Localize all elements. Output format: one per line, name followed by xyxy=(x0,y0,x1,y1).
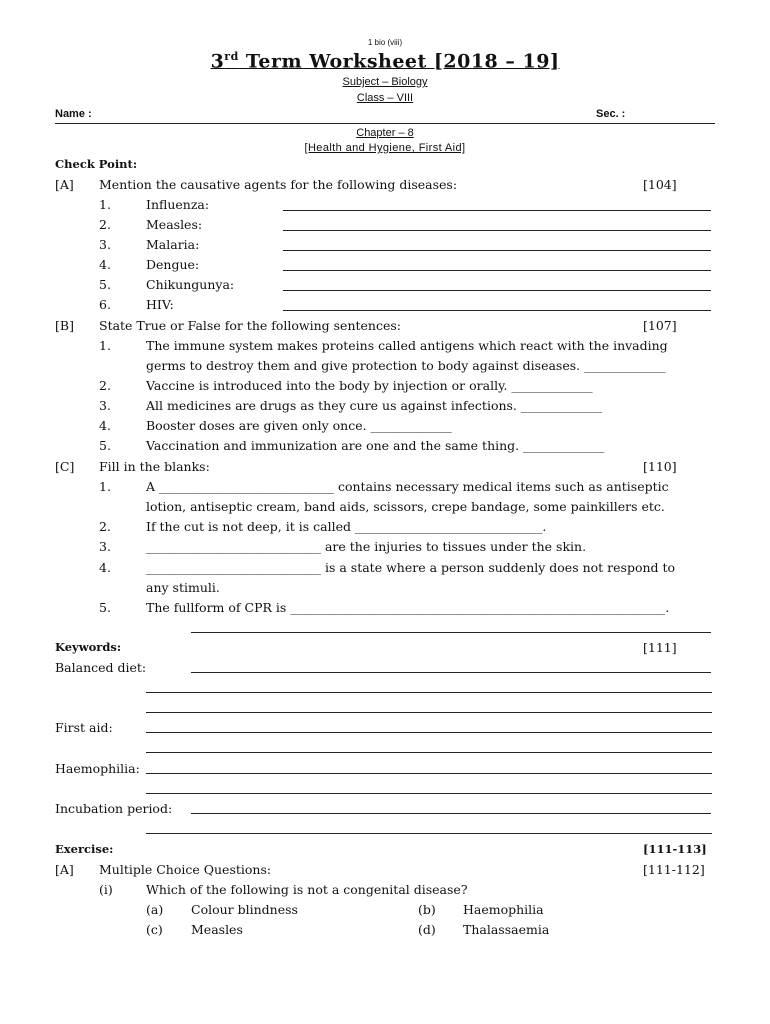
answer-line xyxy=(283,270,711,271)
statement-text: Vaccine is introduced into the body by injection or orally. _____________ xyxy=(146,378,593,393)
page-code: 1 bio (viii) xyxy=(367,38,403,47)
mcq-question: Which of the following is not a congenital disease? xyxy=(146,882,468,897)
disease-number: 2. xyxy=(99,217,111,232)
section-b-question: State True or False for the following sentences: xyxy=(99,318,402,333)
disease-number: 6. xyxy=(99,297,111,312)
answer-line xyxy=(146,732,712,733)
statement-text: Booster doses are given only once. _____________ xyxy=(146,418,452,433)
blank-text: ____________________________ are the injuries to tissues under the skin. xyxy=(146,539,587,554)
disease-number: 5. xyxy=(99,277,111,292)
blank-text: ____________________________ is a state where a person suddenly does not respond to xyxy=(146,560,676,575)
disease-name: Dengue: xyxy=(146,257,200,272)
statement-text-cont: germs to destroy them and give protection to body against diseases. _____________ xyxy=(146,358,666,373)
answer-line xyxy=(191,672,711,673)
blank-text: A ____________________________ contains necessary medical items such as antiseptic xyxy=(146,479,669,494)
answer-line xyxy=(146,773,712,774)
section-b-page: [107] xyxy=(643,318,677,333)
exercise-a-page: [111-112] xyxy=(643,862,705,877)
chapter-number: Chapter – 8 xyxy=(356,127,414,139)
blank-number: 5. xyxy=(99,600,111,615)
statement-text: All medicines are drugs as they cure us against infections. _____________ xyxy=(146,398,603,413)
statement-number: 3. xyxy=(99,398,111,413)
title-superscript: rd xyxy=(224,50,239,63)
option-value: Colour blindness xyxy=(191,902,298,917)
exercise-a-tag: [A] xyxy=(55,862,74,877)
option-value: Haemophilia xyxy=(463,902,544,917)
blank-number: 1. xyxy=(99,479,111,494)
chapter-title: [Health and Hygiene, First Aid] xyxy=(304,142,466,154)
statement-number: 1. xyxy=(99,338,111,353)
answer-line xyxy=(283,230,711,231)
answer-line xyxy=(146,692,712,693)
keyword-term: Haemophilia: xyxy=(55,761,140,776)
answer-line xyxy=(191,813,711,814)
subject-label: Subject – Biology xyxy=(342,76,428,88)
disease-name: Malaria: xyxy=(146,237,200,252)
section-c-tag: [C] xyxy=(55,459,75,474)
answer-line xyxy=(146,793,712,794)
blank-number: 4. xyxy=(99,560,111,575)
option-key: (d) xyxy=(418,922,436,937)
keyword-term: Incubation period: xyxy=(55,801,173,816)
section-c-question: Fill in the blanks: xyxy=(99,459,210,474)
disease-name: HIV: xyxy=(146,297,174,312)
answer-line xyxy=(191,632,711,633)
keyword-term: First aid: xyxy=(55,720,113,735)
disease-number: 3. xyxy=(99,237,111,252)
section-a-question: Mention the causative agents for the following diseases: xyxy=(99,177,458,192)
statement-number: 2. xyxy=(99,378,111,393)
section-label: Sec. : xyxy=(596,108,626,120)
section-b-tag: [B] xyxy=(55,318,74,333)
blank-text-cont: any stimuli. xyxy=(146,580,220,595)
statement-number: 4. xyxy=(99,418,111,433)
blank-number: 3. xyxy=(99,539,111,554)
answer-line xyxy=(283,210,711,211)
section-a-page: [104] xyxy=(643,177,677,192)
checkpoint-heading: Check Point: xyxy=(55,157,138,171)
blank-text-cont: lotion, antiseptic cream, band aids, scissors, crepe bandage, some painkillers etc. xyxy=(146,499,665,514)
blank-text: The fullform of CPR is ____________________________________________________________. xyxy=(146,600,670,615)
answer-line xyxy=(146,752,712,753)
statement-text: The immune system makes proteins called antigens which react with the invading xyxy=(146,338,668,353)
name-label: Name : xyxy=(55,108,92,120)
exercise-a-question: Multiple Choice Questions: xyxy=(99,862,272,877)
answer-line xyxy=(146,833,712,834)
section-a-tag: [A] xyxy=(55,177,74,192)
header-divider xyxy=(55,123,715,124)
exercise-heading: Exercise: xyxy=(55,842,114,856)
option-value: Thalassaemia xyxy=(463,922,550,937)
blank-text: If the cut is not deep, it is called ______________________________. xyxy=(146,519,547,534)
title-number: 3 xyxy=(210,50,225,73)
disease-number: 1. xyxy=(99,197,111,212)
option-key: (c) xyxy=(146,922,163,937)
answer-line xyxy=(283,310,711,311)
answer-line xyxy=(146,712,712,713)
statement-text: Vaccination and immunization are one and the same thing. _____________ xyxy=(146,438,605,453)
keywords-page: [111] xyxy=(643,640,677,655)
class-label: Class – VIII xyxy=(356,92,414,104)
option-key: (a) xyxy=(146,902,164,917)
statement-number: 5. xyxy=(99,438,111,453)
option-key: (b) xyxy=(418,902,436,917)
keyword-term: Balanced diet: xyxy=(55,660,147,675)
page-title xyxy=(0,50,770,72)
option-value: Measles xyxy=(191,922,243,937)
answer-line xyxy=(283,290,711,291)
disease-name: Measles: xyxy=(146,217,203,232)
title-text: Term Worksheet [2018 – 19] xyxy=(238,50,560,73)
mcq-number: (i) xyxy=(99,882,113,897)
keywords-heading: Keywords: xyxy=(55,640,122,654)
disease-name: Chikungunya: xyxy=(146,277,235,292)
disease-number: 4. xyxy=(99,257,111,272)
blank-number: 2. xyxy=(99,519,111,534)
exercise-page: [111-113] xyxy=(643,842,707,856)
section-c-page: [110] xyxy=(643,459,677,474)
answer-line xyxy=(283,250,711,251)
disease-name: Influenza: xyxy=(146,197,210,212)
